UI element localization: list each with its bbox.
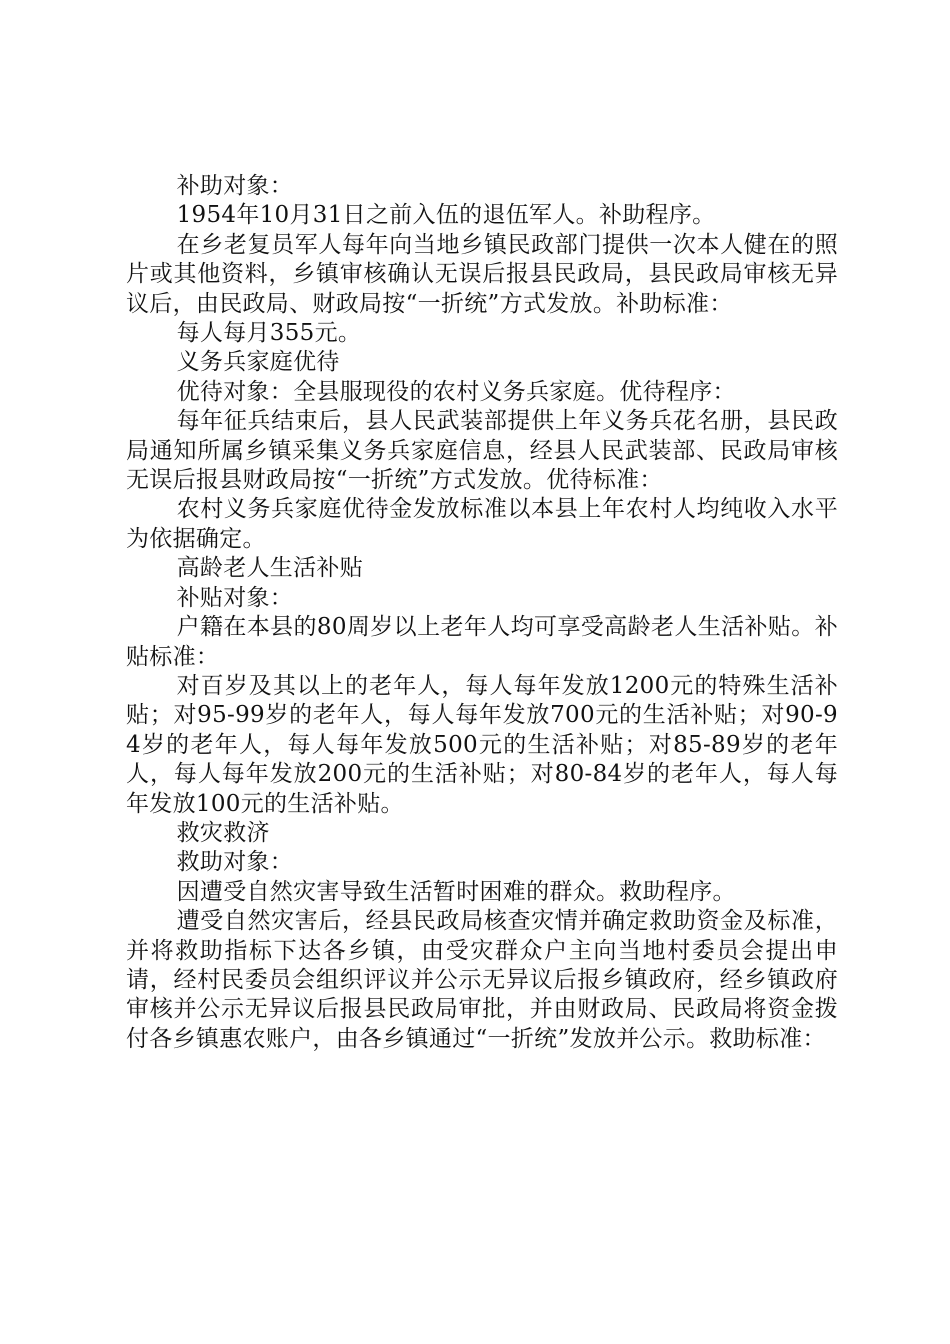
paragraph: 户籍在本县的80周岁以上老年人均可享受高龄老人生活补贴。补贴标准： <box>126 614 838 670</box>
paragraph: 遭受自然灾害后，经县民政局核查灾情并确定救助资金及标准，并将救助指标下达各乡镇，由受灾群众户主向当地村委员会提出申请，经村民委员会组织评议并公示无异议后报乡镇政府，经乡镇政府审核并公示无异议后报县民政局审批，并由财政局、民政局将资金拨付各乡镇惠农账户，由各乡镇通过“一折统”发放并公示。救助标准： <box>126 908 838 1052</box>
paragraph: 优待对象：全县服现役的农村义务兵家庭。优待程序： <box>176 378 736 405</box>
paragraph: 补助对象： <box>176 173 294 199</box>
paragraph: 因遭受自然灾害导致生活暂时困难的群众。救助程序。 <box>176 878 736 905</box>
paragraph: 在乡老复员军人每年向当地乡镇民政部门提供一次本人健在的照片或其他资料，乡镇审核确认无误后报县民政局，县民政局审核无异议后，由民政局、财政局按“一折统”方式发放。补助标准： <box>126 231 838 317</box>
paragraph: 补贴对象： <box>176 584 294 611</box>
paragraph: 对百岁及其以上的老年人，每人每年发放1200元的特殊生活补贴；对95-99岁的老年人，每人每年发放700元的生活补贴；对90-94岁的老年人，每人每年发放500元的生活补贴；对85-89岁的老年人，每人每年发放200元的生活补贴；对80-84岁的老年人，每人每年发放100元的生活补贴。 <box>126 672 838 817</box>
paragraph: 每年征兵结束后，县人民武装部提供上年义务兵花名册，县民政局通知所属乡镇采集义务兵家庭信息，经县人民武装部、民政局审核无误后报县财政局按“一折统”方式发放。优待标准： <box>126 408 838 494</box>
section-heading: 义务兵家庭优待 <box>176 349 340 376</box>
paragraph: 每人每月355元。 <box>176 320 362 347</box>
paragraph: 1954年10月31日之前入伍的退伍军人。补助程序。 <box>176 202 716 229</box>
paragraph: 救助对象： <box>176 849 294 876</box>
section-heading: 高龄老人生活补贴 <box>176 555 363 582</box>
document-body <box>126 172 838 1054</box>
section-heading: 救灾救济 <box>176 819 270 846</box>
paragraph: 农村义务兵家庭优待金发放标准以本县上年农村人均纯收入水平为依据确定。 <box>126 496 838 552</box>
